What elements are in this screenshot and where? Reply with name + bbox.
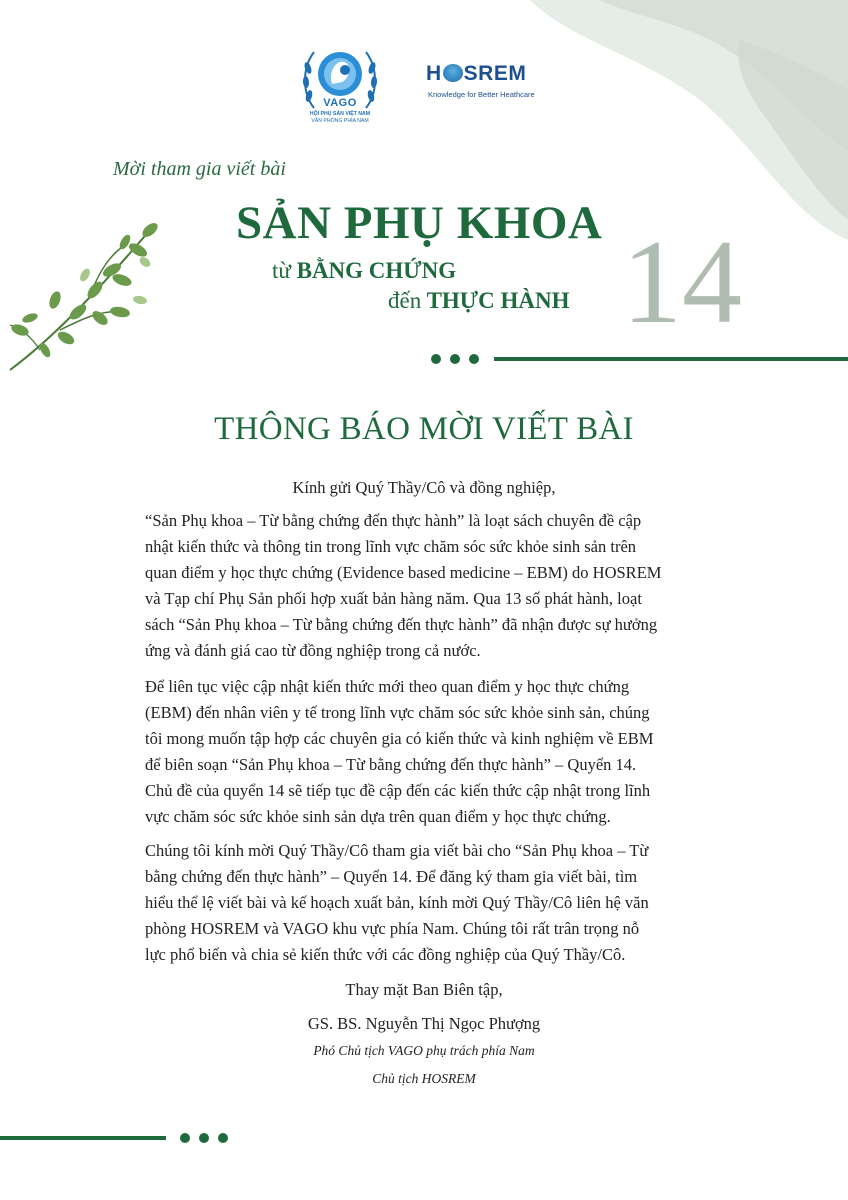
subtitle-1-lead: từ: [272, 258, 291, 283]
signature-name: GS. BS. Nguyễn Thị Ngọc Phượng: [307, 1014, 541, 1033]
paragraph-line: nhật kiến thức và thông tin trong lĩnh vực chăm sóc sức khỏe sinh sản trên: [145, 537, 637, 556]
signature-on-behalf: Thay mặt Ban Biên tập,: [345, 980, 503, 999]
paragraph-line: Để liên tục việc cập nhật kiến thức mới theo quan điểm y học thực chứng: [145, 677, 630, 696]
paragraph-2: [145, 674, 705, 830]
hosrem-name-suffix: SREM: [463, 62, 527, 85]
paragraph-line: hiểu thể lệ viết bài và kế hoạch xuất bản, kính mời Quý Thầy/Cô liên hệ văn: [145, 893, 649, 912]
divider-dots-bottom: [180, 1133, 228, 1143]
paragraph-3: [145, 838, 705, 968]
paragraph-line: bằng chứng đến thực hành” – Quyển 14. Để đăng ký tham gia viết bài, tìm: [145, 867, 638, 886]
dot: [180, 1133, 190, 1143]
book-title: SẢN PHỤ KHOA: [236, 197, 603, 249]
hosrem-name-prefix: H: [426, 62, 442, 85]
divider-line-top: [494, 357, 848, 361]
subtitle-2-lead: đến: [388, 288, 422, 313]
signature-role-1: Phó Chủ tịch VAGO phụ trách phía Nam: [313, 1043, 535, 1058]
paragraph-line: để biên soạn “Sản Phụ khoa – Từ bằng chứng đến thực hành” – Quyển 14.: [145, 755, 637, 774]
paragraph-line: (EBM) đến nhân viên y tế trong lĩnh vực chăm sóc sức khỏe sinh sản, chúng: [145, 703, 650, 722]
paragraph-line: và Tạp chí Phụ Sản phối hợp xuất bản hàng năm. Qua 13 số phát hành, loạt: [145, 589, 642, 608]
signature-role-2: Chủ tịch HOSREM: [372, 1071, 476, 1086]
dot: [469, 354, 479, 364]
greeting: Kính gửi Quý Thầy/Cô và đồng nghiệp,: [292, 478, 556, 497]
invite-text: Mời tham gia viết bài: [113, 158, 286, 180]
paragraph-line: Chủ đề của quyển 14 sẽ tiếp tục đề cập đến các kiến thức cập nhật trong lĩnh: [145, 781, 651, 800]
volume-number: 14: [622, 215, 742, 348]
paragraph-line: lực phổ biến và chia sẻ kiến thức với các đồng nghiệp của Quý Thầy/Cô.: [145, 945, 626, 964]
paragraph-line: sách “Sản Phụ khoa – Từ bằng chứng đến thực hành” đã nhận được sự hưởng: [145, 615, 658, 634]
dot: [199, 1133, 209, 1143]
vago-name: VAGO: [323, 97, 357, 109]
dot: [431, 354, 441, 364]
book-subtitle-1: [272, 258, 456, 284]
divider-line-bottom: [0, 1136, 166, 1140]
notice-title: THÔNG BÁO MỜI VIẾT BÀI: [214, 411, 634, 447]
hosrem-logo: [426, 62, 526, 86]
dot: [218, 1133, 228, 1143]
paragraph-line: ứng và đánh giá cao từ đồng nghiệp trong cả nước.: [145, 641, 481, 660]
subtitle-1-main: BẰNG CHỨNG: [296, 258, 457, 283]
subtitle-2-main: THỰC HÀNH: [426, 288, 570, 313]
dot: [450, 354, 460, 364]
paragraph-line: phòng HOSREM và VAGO khu vực phía Nam. Chúng tôi rất trân trọng nỗ: [145, 919, 640, 938]
paragraph-line: vực chăm sóc sức khỏe sinh sản dựa trên quan điểm y học thực chứng.: [145, 807, 611, 826]
divider-dots-top: [431, 354, 479, 364]
paragraph-line: tôi mong muốn tập hợp các chuyên gia có kiến thức và kinh nghiệm về EBM: [145, 729, 654, 748]
hosrem-globe-icon: [443, 64, 463, 82]
vago-subtitle: HỘI PHỤ SẢN VIỆT NAM: [309, 111, 371, 117]
branch-leaves-illustration: [0, 200, 190, 380]
paragraph-line: quan điểm y học thực chứng (Evidence based medicine – EBM) do HOSREM: [145, 563, 662, 582]
paragraph-line: “Sản Phụ khoa – Từ bằng chứng đến thực hành” là loạt sách chuyên đề cập: [145, 511, 642, 530]
book-subtitle-2: [388, 288, 569, 314]
paragraph-line: Chúng tôi kính mời Quý Thầy/Cô tham gia viết bài cho “Sản Phụ khoa – Từ: [145, 841, 649, 860]
paragraph-1: [145, 508, 705, 664]
hosrem-tagline: Knowledge for Better Heathcare: [428, 90, 535, 99]
vago-subtitle-2: VĂN PHÒNG PHÍA NAM: [311, 118, 369, 124]
